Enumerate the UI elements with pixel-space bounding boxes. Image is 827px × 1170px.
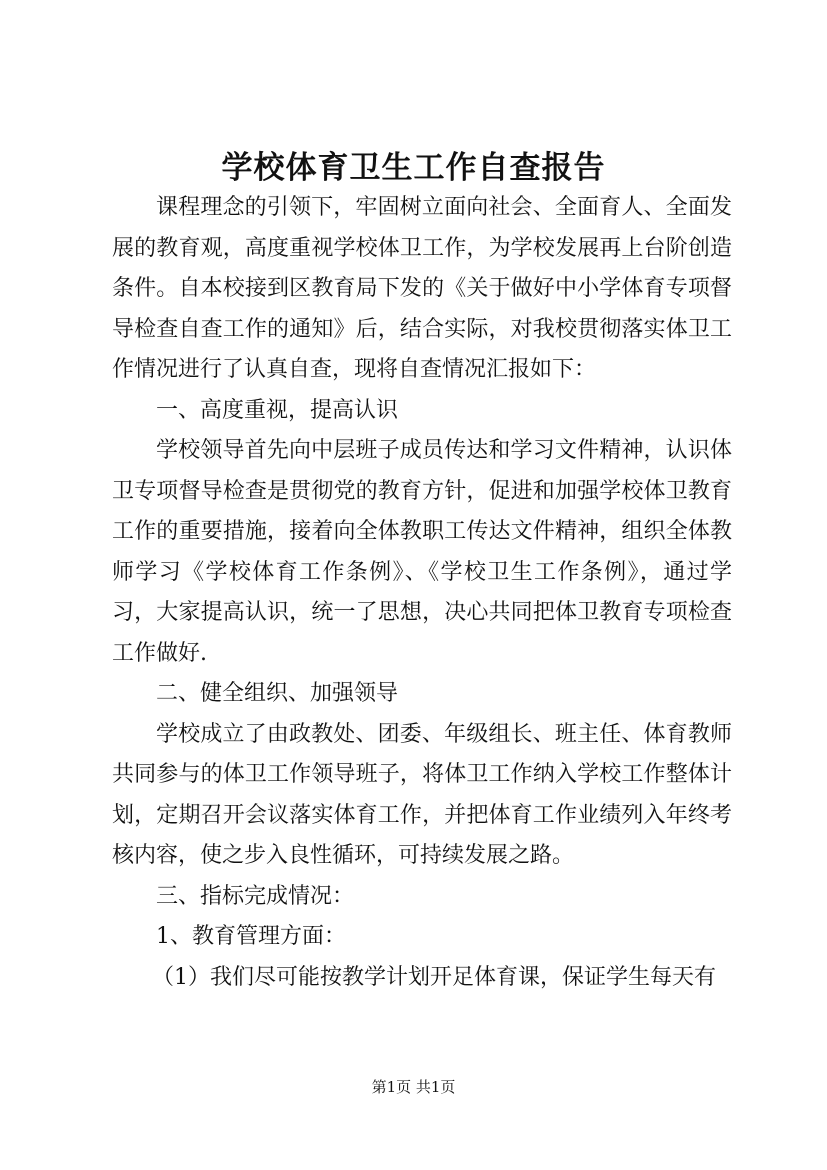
list-item-1: （1）我们尽可能按教学计划开足体育课，保证学生每天有 [152,964,716,990]
paragraph-section-1: 学校领导首先向中层班子成员传达和学习文件精神，认识体卫专项督导检查是贯彻党的教育方针，促进和加强学校体卫教育工作的重要措施，接着向全体教职工传达文件精神，组织全体教师学习《学校体育工作条例》、《学校卫生工作条例》，通过学习，大家提高认识，统一了思想，决心共同把体卫教育专项检查工作做好. [112,438,732,666]
document-body [112,188,732,998]
paragraph-intro: 课程理念的引领下，牢固树立面向社会、全面育人、全面发展的教育观，高度重视学校体卫工作，为学校发展再上台阶创造条件。自本校接到区教育局下发的《关于做好中小学体育专项督导检查自查工作的通知》后，结合实际，对我校贯彻落实体卫工作情况进行了认真自查，现将自查情况汇报如下： [112,195,732,382]
section-heading-2: 二、健全组织、加强领导 [156,681,399,706]
document-title: 学校体育卫生工作自查报告 [221,150,606,186]
paragraph-section-2: 学校成立了由政教处、团委、年级组长、班主任、体育教师共同参与的体卫工作领导班子，将体卫工作纳入学校工作整体计划，定期召开会议落实体育工作，并把体育工作业绩列入年终考核内容，使之步入良性循环，可持续发展之路。 [112,721,732,868]
section-heading-3: 三、指标完成情况： [156,883,355,909]
page-footer: 第1页 共1页 [371,1078,456,1096]
section-heading-1: 一、高度重视，提高认识 [156,397,399,423]
subsection-heading-1: 1、教育管理方面： [156,924,346,949]
